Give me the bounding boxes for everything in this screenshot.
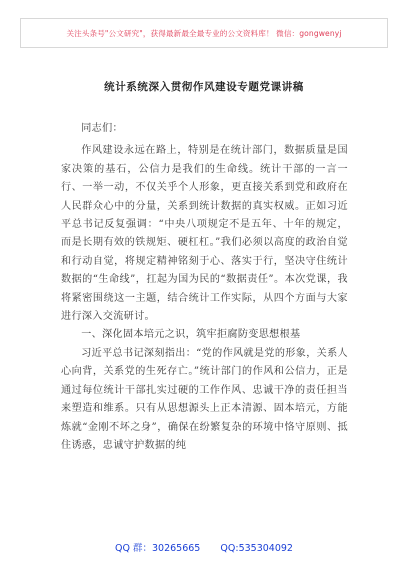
footer-qq-group: QQ 群：30265665 bbox=[115, 543, 201, 554]
header-banner bbox=[20, 18, 388, 48]
footer-qq-number: QQ:535304092 bbox=[220, 543, 293, 554]
document-title: 统计系统深入贯彻作风建设专题党课讲稿 bbox=[104, 81, 304, 93]
section-paragraph: 习近平总书记深刻指出：“党的作风就是党的形象，关系人心向背，关系党的生死存亡。”统计部门的作风和公信力，正是通过每位统计干部扎实过硬的工作作风、忠诚干净的责任担当来塑造和维系。只有从思想源头上正本清源、固本培元，方能炼就“金刚不坏之身”，确保在纷繁复杂的环境中恪守原则、抵住诱惑，忠诚守护数据的纯 bbox=[61, 347, 348, 451]
header-banner-text: 关注头条号"公文研究"，获得最新最全最专业的公文资料库！ 微信：gongwenyj bbox=[66, 28, 342, 38]
section-heading: 一、深化固本培元之识，筑牢拒腐防变思想根基 bbox=[81, 329, 301, 341]
salutation: 同志们： bbox=[81, 123, 123, 134]
footer-contacts bbox=[0, 540, 408, 554]
document-body bbox=[61, 120, 348, 455]
intro-paragraph: 作风建设永远在路上，特别是在统计部门，数据质量是国家决策的基石，公信力是我们的生命线。统计干部的一言一行、一举一动，不仅关乎个人形象，更直接关系到党和政府在人民群众心中的分量，关系到统计数据的真实权威。正如习近平总书记反复强调：“中央八项规定不是五年、十年的规定，而是长期有效的铁规矩、硬杠杠。”我们必须以高度的政治自觉和行动自觉，将规定精神铭刻于心、落实于行，坚决守住统计数据的“生命线”，扛起为国为民的“数据责任”。本次党课，我将紧密围绕这一主题，结合统计工作实际，从四个方面与大家进行深入交流研讨。 bbox=[61, 145, 348, 323]
